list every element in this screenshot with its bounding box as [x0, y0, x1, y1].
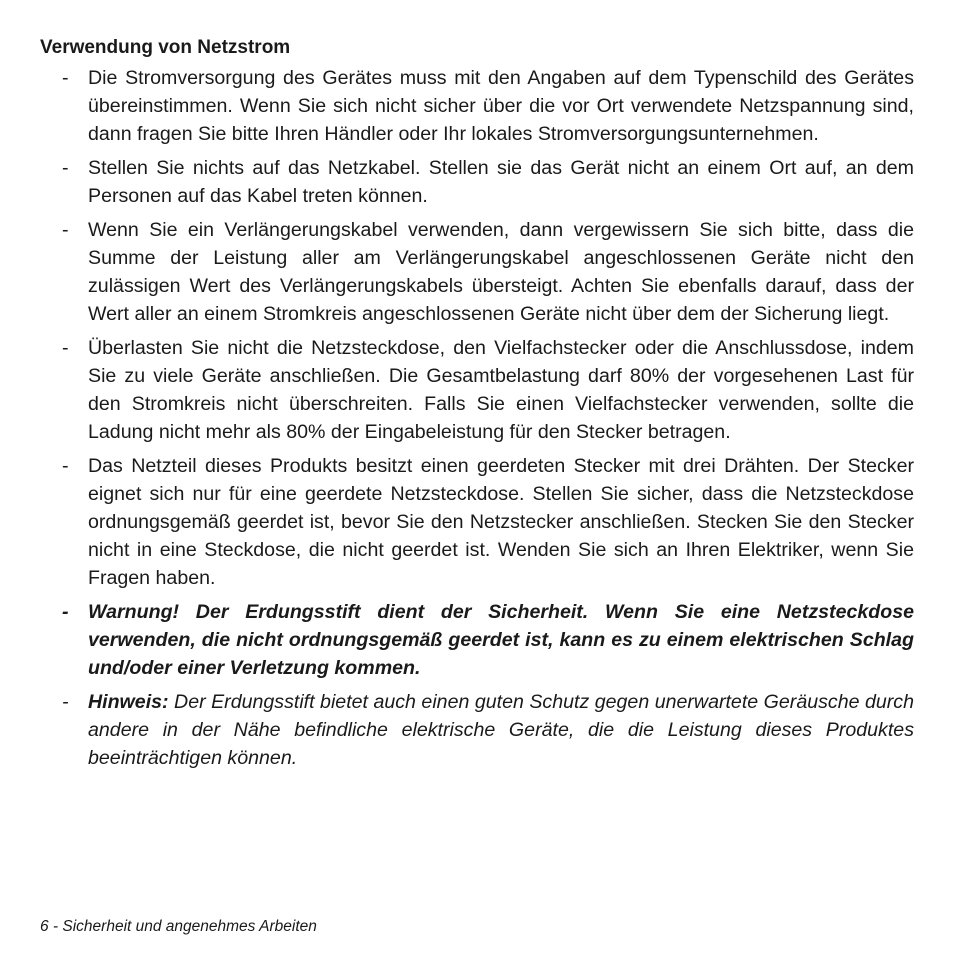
list-item-text: Stellen Sie nichts auf das Netzkabel. Stellen sie das Gerät nicht an einem Ort auf, an dem Personen auf das Kabel treten können.: [88, 157, 914, 207]
page-footer: 6 - Sicherheit und angenehmes Arbeiten: [40, 918, 317, 935]
list-item: [40, 452, 914, 592]
list-item: [40, 334, 914, 446]
list-item: [40, 154, 914, 210]
warning-item: [40, 598, 914, 682]
bullet-dash: -: [62, 691, 69, 713]
note-label: Hinweis:: [88, 691, 169, 713]
bullet-list: [40, 64, 914, 772]
note-item: [40, 688, 914, 772]
bullet-dash: -: [62, 219, 69, 241]
bullet-dash: -: [62, 455, 69, 477]
bullet-dash: -: [62, 337, 69, 359]
warning-text: Warnung! Der Erdungsstift dient der Sicherheit. Wenn Sie eine Netzsteckdose verwenden, die nicht ordnungsgemäß geerdet ist, kann es zu einem elektrischen Schlag und/oder einer Verletzung kommen.: [88, 601, 914, 679]
list-item-text: Wenn Sie ein Verlängerungskabel verwenden, dann vergewissern Sie sich bitte, dass die Summe der Leistung aller am Verlängerungskabel angeschlossenen Geräte nicht den zulässigen Wert des Verlängerungskabels übersteigt. Achten Sie ebenfalls darauf, dass der Wert aller an einem Stromkreis angeschlossenen Geräte nicht über dem der Sicherung liegt.: [88, 219, 914, 325]
bullet-dash: -: [62, 157, 69, 179]
list-item-text: Das Netzteil dieses Produkts besitzt einen geerdeten Stecker mit drei Drähten. Der Stecker eignet sich nur für eine geerdete Netzsteckdose. Stellen Sie sicher, dass die Netzsteckdose ordnungsgemäß geerdet ist, bevor Sie den Netzstecker anschließen. Stecken Sie den Stecker nicht in eine Steckdose, die nicht geerdet ist. Wenden Sie sich an Ihren Elektriker, wenn Sie Fragen haben.: [88, 455, 914, 589]
list-item: [40, 64, 914, 148]
bullet-dash: -: [62, 67, 69, 89]
list-item-text: Die Stromversorgung des Gerätes muss mit den Angaben auf dem Typenschild des Gerätes übereinstimmen. Wenn Sie sich nicht sicher über die vor Ort verwendete Netzspannung sind, dann fragen Sie bitte Ihren Händler oder Ihr lokales Stromversorgungsunternehmen.: [88, 67, 914, 145]
note-text: Der Erdungsstift bietet auch einen guten Schutz gegen unerwartete Geräusche durch andere in der Nähe befindliche elektrische Geräte, die die Leistung dieses Produktes beeinträchtigen können.: [88, 691, 914, 769]
list-item: [40, 216, 914, 328]
document-page: [40, 34, 914, 778]
section-heading: Verwendung von Netzstrom: [40, 37, 291, 58]
list-item-text: Überlasten Sie nicht die Netzsteckdose, den Vielfachstecker oder die Anschlussdose, indem Sie zu viele Geräte anschließen. Die Gesamtbelastung darf 80% der vorgesehenen Last für den Stromkreis nicht überschreiten. Falls Sie einen Vielfachstecker verwenden, sollte die Ladung nicht mehr als 80% der Eingabeleistung für den Stecker betragen.: [88, 337, 914, 443]
bullet-dash: -: [62, 601, 69, 623]
